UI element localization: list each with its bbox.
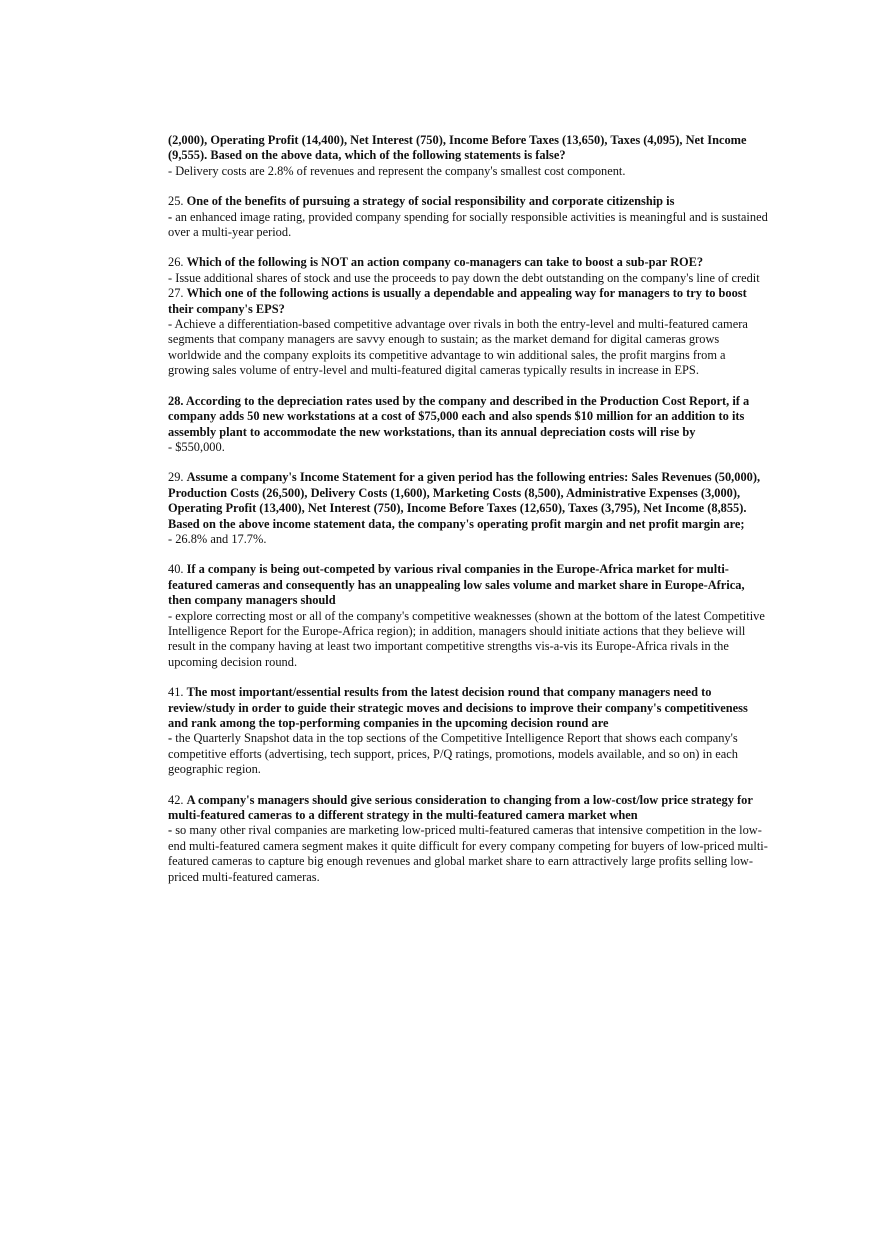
- question-block-29: [168, 470, 768, 547]
- question-text: If a company is being out-competed by various rival companies in the Europe-Africa market for multi-featured cameras and consequently has an unappealing low sales volume and market share in Europe-Africa, then company managers should: [168, 562, 745, 608]
- document-page: [168, 133, 768, 885]
- question-block-41: [168, 685, 768, 777]
- question-block-26: [168, 255, 768, 286]
- answer-text: - Issue additional shares of stock and use the proceeds to pay down the debt outstanding on the company's line of credit: [168, 270, 760, 285]
- answer-dash: -: [168, 823, 176, 838]
- answer-text: - Achieve a differentiation-based competitive advantage over rivals in both the entry-level and multi-featured camera segments that company managers are savvy enough to sustain; as the market demand for digital cameras grows worldwide and the company exploits its competitive advantage to win additional sales, the profit margins from a growing sales volume of entry-level and multi-featured digital cameras typically results in increase in EPS.: [168, 317, 748, 378]
- question-text: The most important/essential results from the latest decision round that company managers need to review/study in order to guide their strategic moves and decisions to improve their company's competitiveness and rank among the top-performing companies in the upcoming decision round are: [168, 685, 748, 730]
- question-number: 41.: [168, 685, 187, 700]
- question-block-25: [168, 194, 768, 240]
- question-number: 29.: [168, 470, 187, 485]
- answer-text: - explore correcting most or all of the company's competitive weaknesses (shown at the bottom of the latest Competitive Intelligence Report for the Europe-Africa region); in addition, managers should initiate actions that they believe will result in the company having at least two important competitive strengths vis-a-vis its Europe-Africa rivals in the upcoming decision round.: [168, 608, 765, 669]
- question-number: 27.: [168, 286, 187, 301]
- answer-text: an enhanced image rating, provided company spending for socially responsible activities is meaningful and is sustained over a multi-year period.: [168, 209, 768, 240]
- answer-text: the Quarterly Snapshot data in the top sections of the Competitive Intelligence Report that shows each company's competitive efforts (advertising, tech support, prices, P/Q ratings, promotions, models available, and so on) in each geographic region.: [168, 731, 738, 777]
- question-text: According to the depreciation rates used by the company and described in the Production Cost Report, if a company adds 50 new workstations at a cost of $75,000 each and also spends $10 million for an addition to its assembly plant to accommodate the new workstations, than its annual depreciation costs will rise by: [168, 393, 750, 439]
- question-number: 25.: [168, 194, 187, 209]
- question-number: 26.: [168, 255, 187, 270]
- question-block-24: [168, 133, 768, 179]
- question-text: Which of the following is NOT an action company co-managers can take to boost a sub-par ROE?: [186, 255, 704, 270]
- question-text: Assume a company's Income Statement for a given period has the following entries: Sales Revenues (50,000), Production Costs (26,500), Delivery Costs (1,600), Marketing Costs (8,500), Administrative Expenses (3,000), Operating Profit (13,400), Net Interest (750), Income Before Taxes (12,650), Taxes (3,795), Net Income (8,855). Based on the above income statement data, the company's operating profit margin and net profit margin are;: [168, 470, 761, 531]
- question-text: One of the benefits of pursuing a strategy of social responsibility and corporate citizenship is: [186, 194, 675, 209]
- answer-text: so many other rival companies are marketing low-priced multi-featured cameras that intensive competition in the low-end multi-featured camera segment makes it quite difficult for every company competing for buyers of low-priced multi-featured cameras to capture big enough revenues and global market share to earn attractively large profits selling low-priced multi-featured cameras.: [168, 823, 768, 884]
- question-number: 40.: [168, 562, 187, 577]
- answer-text: - Delivery costs are 2.8% of revenues and represent the company's smallest cost component.: [168, 163, 626, 178]
- question-block-42: [168, 793, 768, 885]
- question-block-27: [168, 286, 768, 378]
- answer-text: - $550,000.: [168, 439, 225, 454]
- answer-line: [168, 823, 768, 885]
- answer-text: - 26.8% and 17.7%.: [168, 531, 267, 546]
- answer-line: [168, 731, 768, 777]
- answer-dash: -: [168, 209, 176, 224]
- question-block-40: [168, 562, 768, 670]
- question-block-28: [168, 394, 768, 456]
- question-number: 28.: [168, 393, 186, 408]
- question-text: (2,000), Operating Profit (14,400), Net Interest (750), Income Before Taxes (13,650), Taxes (4,095), Net Income (9,555). Based on the above data, which of the following statements is false?: [168, 133, 747, 163]
- question-number: 42.: [168, 792, 187, 807]
- answer-line: [168, 210, 768, 241]
- question-text: Which one of the following actions is usually a dependable and appealing way for managers to try to boost their company's EPS?: [168, 286, 747, 316]
- answer-dash: -: [168, 731, 176, 746]
- question-text: A company's managers should give serious consideration to changing from a low-cost/low price strategy for multi-featured cameras to a different strategy in the multi-featured camera market when: [168, 792, 753, 823]
